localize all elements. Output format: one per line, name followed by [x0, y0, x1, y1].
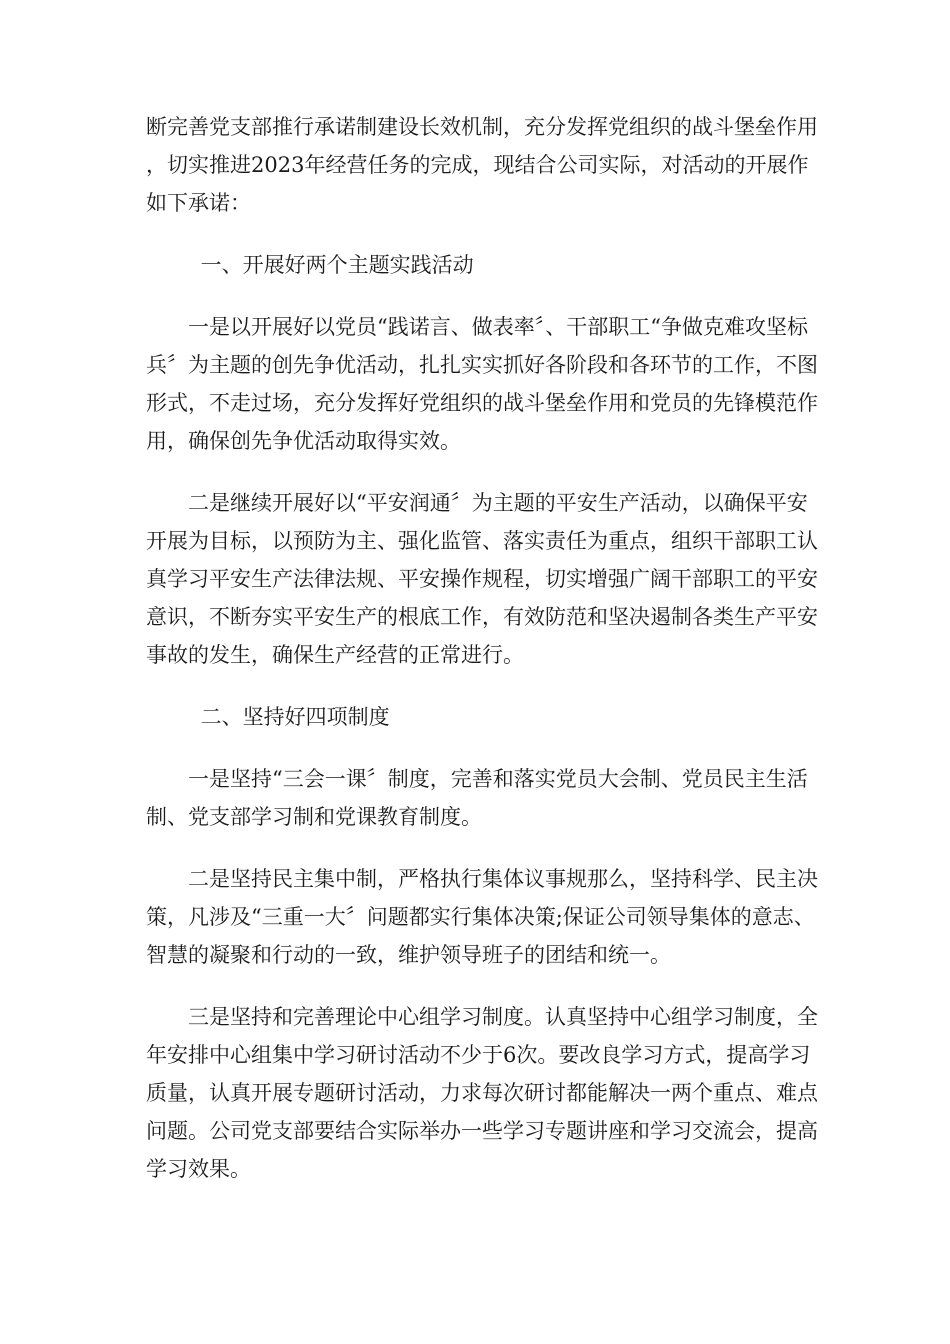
document-body [146, 108, 828, 1212]
paragraph-system-1: 一是坚持“三会一课〞制度，完善和落实党员大会制、党员民主生活制、党支部学习制和党课教育制度。 [146, 767, 808, 829]
section-heading-2: 二、坚持好四项制度 [200, 705, 390, 729]
paragraph-intro: 断完善党支部推行承诺制建设长效机制，充分发挥党组织的战斗堡垒作用，切实推进2023年经营任务的完成，现结合公司实际，对活动的开展作如下承诺： [146, 115, 818, 215]
paragraph-activity-1: 一是以开展好以党员“践诺言、做表率〞、干部职工“争做克难攻坚标兵〞为主题的创先争优活动，扎扎实实抓好各阶段和各环节的工作，不图形式，不走过场，充分发挥好党组织的战斗堡垒作用和党员的先锋模范作用，确保创先争优活动取得实效。 [146, 315, 818, 453]
paragraph-system-2: 二是坚持民主集中制，严格执行集体议事规那么，坚持科学、民主决策，凡涉及“三重一大〞问题都实行集体决策;保证公司领导集体的意志、智慧的凝聚和行动的一致，维护领导班子的团结和统一。 [146, 867, 818, 967]
paragraph-system-3: 三是坚持和完善理论中心组学习制度。认真坚持中心组学习制度，全年安排中心组集中学习研讨活动不少于6次。要改良学习方式，提高学习质量，认真开展专题研讨活动，力求每次研讨都能解决一两个重点、难点问题。公司党支部要结合实际举办一些学习专题讲座和学习交流会，提高学习效果。 [146, 1005, 818, 1181]
paragraph-activity-2: 二是继续开展好以“平安润通〞为主题的平安生产活动，以确保平安开展为目标，以预防为主、强化监管、落实责任为重点，组织干部职工认真学习平安生产法律法规、平安操作规程，切实增强广阔干部职工的平安意识，不断夯实平安生产的根底工作，有效防范和坚决遏制各类生产平安事故的发生，确保生产经营的正常进行。 [146, 491, 818, 667]
section-heading-1: 一、开展好两个主题实践活动 [200, 253, 474, 277]
